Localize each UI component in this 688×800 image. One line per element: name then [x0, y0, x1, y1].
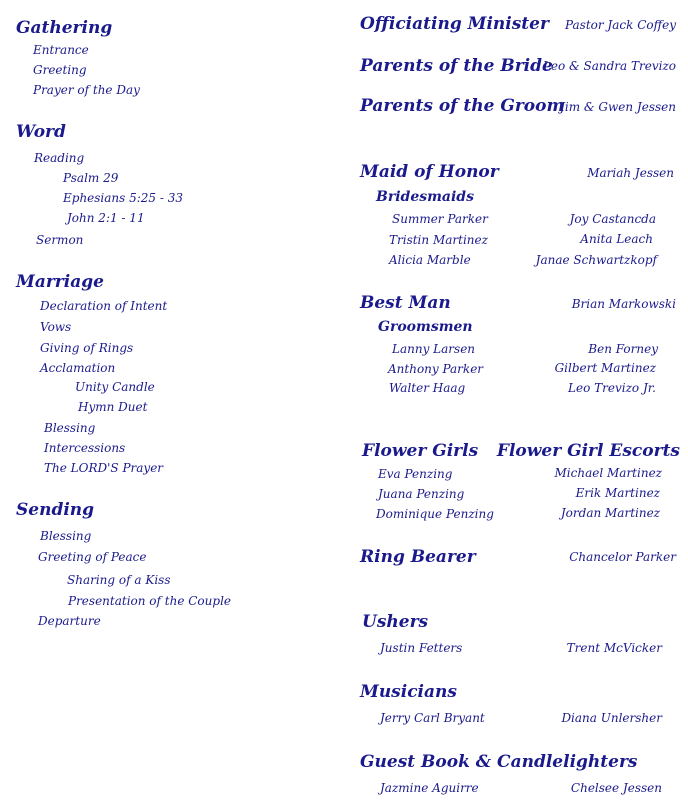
- service-subitem: Unity Candle: [75, 380, 155, 394]
- reading-item: Psalm 29: [63, 171, 119, 185]
- service-subitem: Presentation of the Couple: [68, 594, 232, 608]
- flower-girl-name: Juana Penzing: [378, 487, 465, 501]
- role-flower-girls: Flower Girls: [362, 441, 479, 461]
- name-best-man: Brian Markowski: [571, 297, 676, 311]
- bridesmaid-name: Tristin Martinez: [389, 233, 488, 247]
- role-guest-book: Guest Book & Candlelighters: [360, 752, 638, 772]
- role-groom-parents: Parents of the Groom: [360, 96, 565, 116]
- service-subitem: Hymn Duet: [78, 400, 148, 414]
- role-officiating: Officiating Minister: [360, 14, 549, 34]
- role-best-man: Best Man: [360, 293, 451, 313]
- groomsman-name: Lanny Larsen: [392, 342, 476, 356]
- role-groomsmen: Groomsmen: [378, 319, 473, 335]
- name-groom-parents: Jim & Gwen Jessen: [560, 100, 676, 114]
- bridesmaid-name: Joy Castancda: [569, 212, 656, 226]
- service-item: Vows: [40, 320, 72, 334]
- section-title-gathering: Gathering: [16, 18, 113, 38]
- candlelighter-name: Chelsee Jessen: [570, 781, 662, 795]
- role-musicians: Musicians: [360, 682, 457, 702]
- service-item: Intercessions: [44, 441, 126, 455]
- reading-item: Ephesians 5:25 - 33: [63, 191, 184, 205]
- escort-name: Erik Martinez: [575, 486, 660, 500]
- service-item: The LORD'S Prayer: [44, 461, 164, 475]
- section-title-marriage: Marriage: [16, 272, 104, 292]
- role-flower-girl-escorts: Flower Girl Escorts: [496, 441, 680, 461]
- name-maid-of-honor: Mariah Jessen: [587, 166, 674, 180]
- groomsman-name: Walter Haag: [389, 381, 466, 395]
- role-maid-of-honor: Maid of Honor: [360, 162, 499, 182]
- groomsman-name: Ben Forney: [588, 342, 658, 356]
- groomsman-name: Leo Trevizo Jr.: [568, 381, 656, 395]
- bridesmaid-name: Summer Parker: [392, 212, 488, 226]
- escort-name: Jordan Martinez: [560, 506, 660, 520]
- service-item: Greeting: [33, 63, 87, 77]
- service-item: Giving of Rings: [40, 341, 134, 355]
- name-ring-bearer: Chancelor Parker: [569, 550, 676, 564]
- usher-name: Justin Fetters: [380, 641, 463, 655]
- bridesmaid-name: Janae Schwartzkopf: [535, 253, 657, 267]
- role-bride-parents: Parents of the Bride: [360, 56, 553, 76]
- service-item: Blessing: [40, 529, 92, 543]
- musician-name: Diana Unlersher: [561, 711, 662, 725]
- service-item: Departure: [38, 614, 101, 628]
- bridesmaid-name: Anita Leach: [580, 232, 653, 246]
- usher-name: Trent McVicker: [566, 641, 662, 655]
- bridesmaid-name: Alicia Marble: [389, 253, 471, 267]
- service-item: Entrance: [33, 43, 89, 57]
- musician-name: Jerry Carl Bryant: [380, 711, 485, 725]
- name-bride-parents: Leo & Sandra Trevizo: [542, 59, 676, 73]
- name-officiating: Pastor Jack Coffey: [564, 18, 676, 32]
- service-item: Blessing: [44, 421, 96, 435]
- candlelighter-name: Jazmine Aguirre: [380, 781, 479, 795]
- section-title-word: Word: [16, 122, 66, 142]
- section-title-sending: Sending: [16, 500, 95, 520]
- service-item: Declaration of Intent: [40, 299, 168, 313]
- service-subitem: Sharing of a Kiss: [67, 573, 171, 587]
- service-item: Sermon: [36, 233, 84, 247]
- service-item: Prayer of the Day: [33, 83, 140, 97]
- role-ring-bearer: Ring Bearer: [360, 547, 476, 567]
- role-bridesmaids: Bridesmaids: [376, 189, 474, 205]
- groomsman-name: Gilbert Martinez: [554, 361, 656, 375]
- service-item: Reading: [34, 151, 85, 165]
- flower-girl-name: Eva Penzing: [378, 467, 453, 481]
- role-ushers: Ushers: [362, 612, 429, 632]
- groomsman-name: Anthony Parker: [388, 362, 484, 376]
- escort-name: Michael Martinez: [554, 466, 662, 480]
- service-item: Greeting of Peace: [38, 550, 147, 564]
- flower-girl-name: Dominique Penzing: [376, 507, 494, 521]
- service-item: Acclamation: [40, 361, 116, 375]
- reading-item: John 2:1 - 11: [67, 211, 145, 225]
